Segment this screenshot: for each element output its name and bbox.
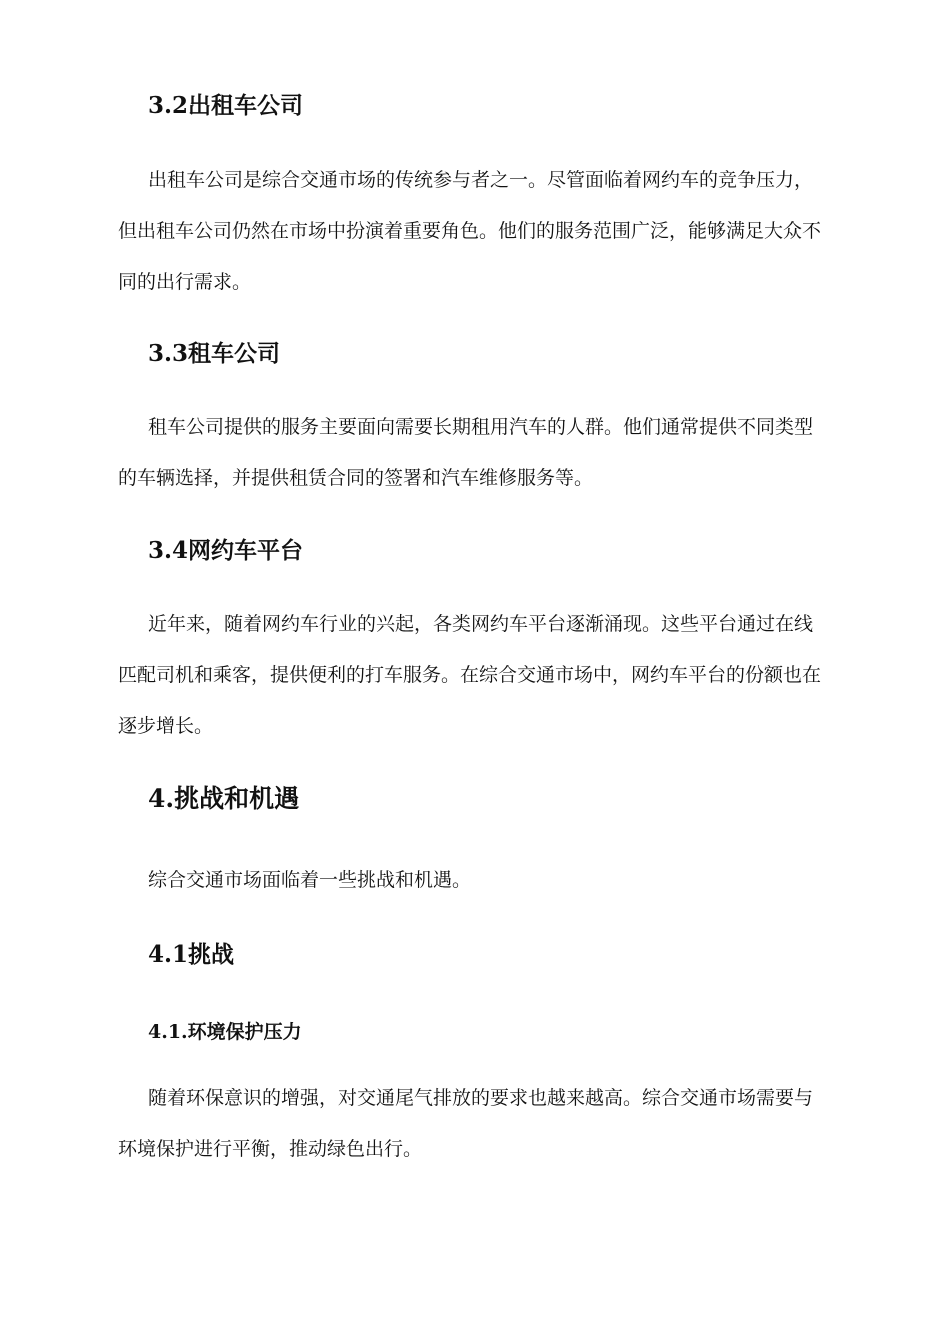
paragraph-line: 租车公司提供的服务主要面向需要长期租用汽车的人群。他们通常提供不同类型	[148, 416, 814, 438]
section-heading-4-1: 4.1挑战	[148, 941, 235, 968]
paragraph-line: 但出租车公司仍然在市场中扮演着重要角色。他们的服务范围广泛，能够满足大众不	[118, 220, 822, 242]
paragraph-line: 同的出行需求。	[118, 271, 252, 293]
paragraph-ride-hailing	[0, 599, 950, 752]
paragraph-line: 环境保护进行平衡，推动绿色出行。	[118, 1138, 423, 1160]
paragraph-line: 随着环保意识的增强，对交通尾气排放的要求也越来越高。综合交通市场需要与	[148, 1087, 814, 1109]
paragraph-line: 近年来，随着网约车行业的兴起，各类网约车平台逐渐涌现。这些平台通过在线	[148, 613, 814, 635]
paragraph-taxi-companies	[0, 155, 950, 308]
paragraph-rental-companies	[0, 402, 950, 504]
section-heading-3-4: 3.4网约车平台	[148, 537, 304, 564]
section-heading-4-1-1: 4.1.环境保护压力	[148, 1021, 302, 1043]
paragraph-line: 匹配司机和乘客，提供便利的打车服务。在综合交通市场中，网约车平台的份额也在	[118, 664, 822, 686]
paragraph-line: 的车辆选择，并提供租赁合同的签署和汽车维修服务等。	[118, 467, 594, 489]
paragraph-line: 出租车公司是综合交通市场的传统参与者之一。尽管面临着网约车的竞争压力，	[148, 169, 814, 191]
section-heading-3-3: 3.3租车公司	[148, 340, 281, 367]
section-heading-3-2: 3.2出租车公司	[148, 92, 304, 119]
paragraph-environmental-pressure	[0, 1073, 950, 1175]
paragraph-line: 综合交通市场面临着一些挑战和机遇。	[148, 869, 472, 891]
paragraph-line: 逐步增长。	[118, 715, 214, 737]
section-heading-4: 4.挑战和机遇	[148, 784, 300, 813]
paragraph-challenges-intro	[0, 855, 950, 906]
